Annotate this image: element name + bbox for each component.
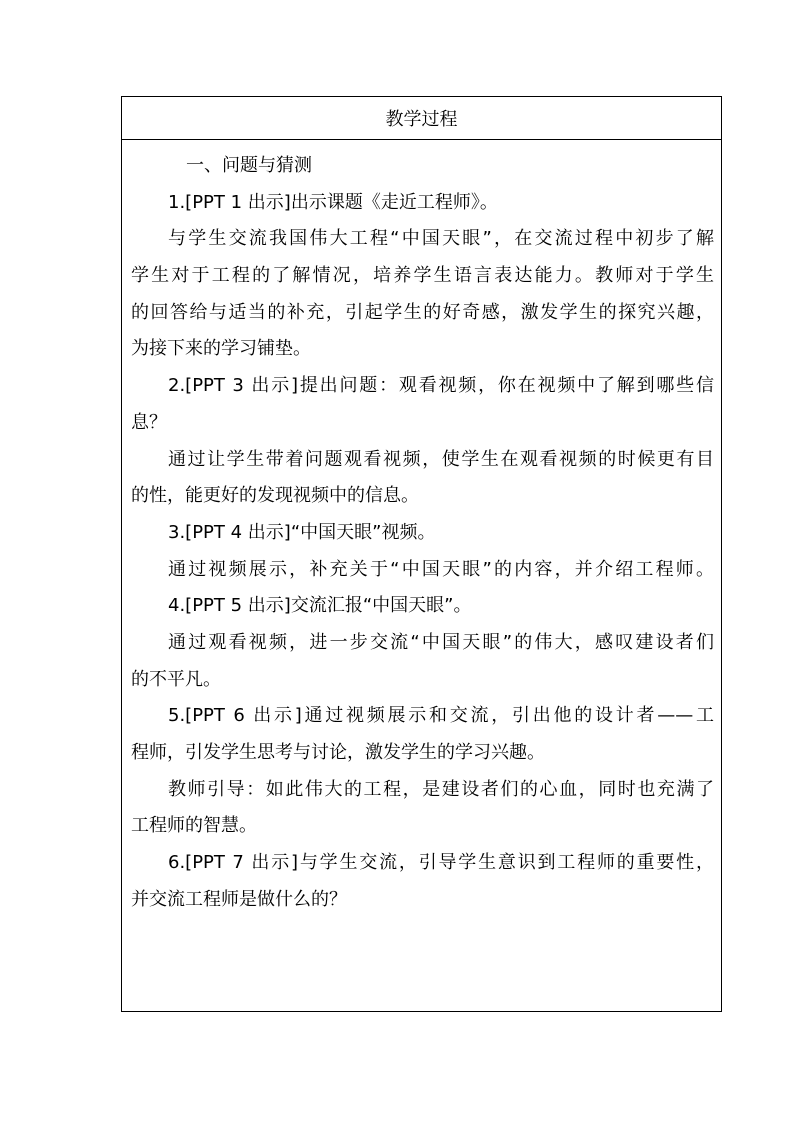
paragraph-line: 为接下来的学习铺垫。 xyxy=(131,338,311,360)
paragraph-line: 通过让学生带着问题观看视频，使学生在观看视频的时候更有目 xyxy=(168,448,714,470)
paragraph-line: 息？ xyxy=(131,411,167,433)
paragraph-line: 工程师的智慧。 xyxy=(131,815,257,837)
paragraph-line: 的性，能更好的发现视频中的信息。 xyxy=(131,485,419,507)
step-4-title: 4.[PPT 5 出示]交流汇报“中国天眼”。 xyxy=(168,595,472,617)
step-3-title: 3.[PPT 4 出示]“中国天眼”视频。 xyxy=(168,521,436,543)
paragraph-line: 与学生交流我国伟大工程“中国天眼”，在交流过程中初步了解 xyxy=(168,228,714,250)
step-6-title: 6.[PPT 7 出示]与学生交流，引导学生意识到工程师的重要性， xyxy=(168,852,714,874)
table-body xyxy=(122,140,721,918)
paragraph-line: 通过观看视频，进一步交流“中国天眼”的伟大，感叹建设者们 xyxy=(168,631,714,653)
section-heading: 一、问题与猜测 xyxy=(186,155,312,176)
lesson-table xyxy=(121,96,722,1012)
paragraph-line: 并交流工程师是做什么的？ xyxy=(131,888,347,910)
paragraph-line: 学生对于工程的了解情况，培养学生语言表达能力。教师对于学生 xyxy=(131,265,714,287)
step-1-title: 1.[PPT 1 出示]出示课题《走近工程师》。 xyxy=(168,191,498,213)
paragraph-line: 的不平凡。 xyxy=(131,668,221,690)
paragraph-line: 程师，引发学生思考与讨论，激发学生的学习兴趣。 xyxy=(131,742,545,763)
step-5-title: 5.[PPT 6 出示]通过视频展示和交流，引出他的设计者——工 xyxy=(168,705,714,727)
table-header: 教学过程 xyxy=(122,97,721,140)
step-2-title: 2.[PPT 3 出示]提出问题：观看视频，你在视频中了解到哪些信 xyxy=(168,375,714,397)
paragraph-line: 教师引导：如此伟大的工程，是建设者们的心血，同时也充满了 xyxy=(168,778,714,800)
paragraph-line: 通过视频展示，补充关于“中国天眼”的内容，并介绍工程师。 xyxy=(168,558,714,580)
paragraph-line: 的回答给与适当的补充，引起学生的好奇感，激发学生的探究兴趣， xyxy=(131,301,714,323)
